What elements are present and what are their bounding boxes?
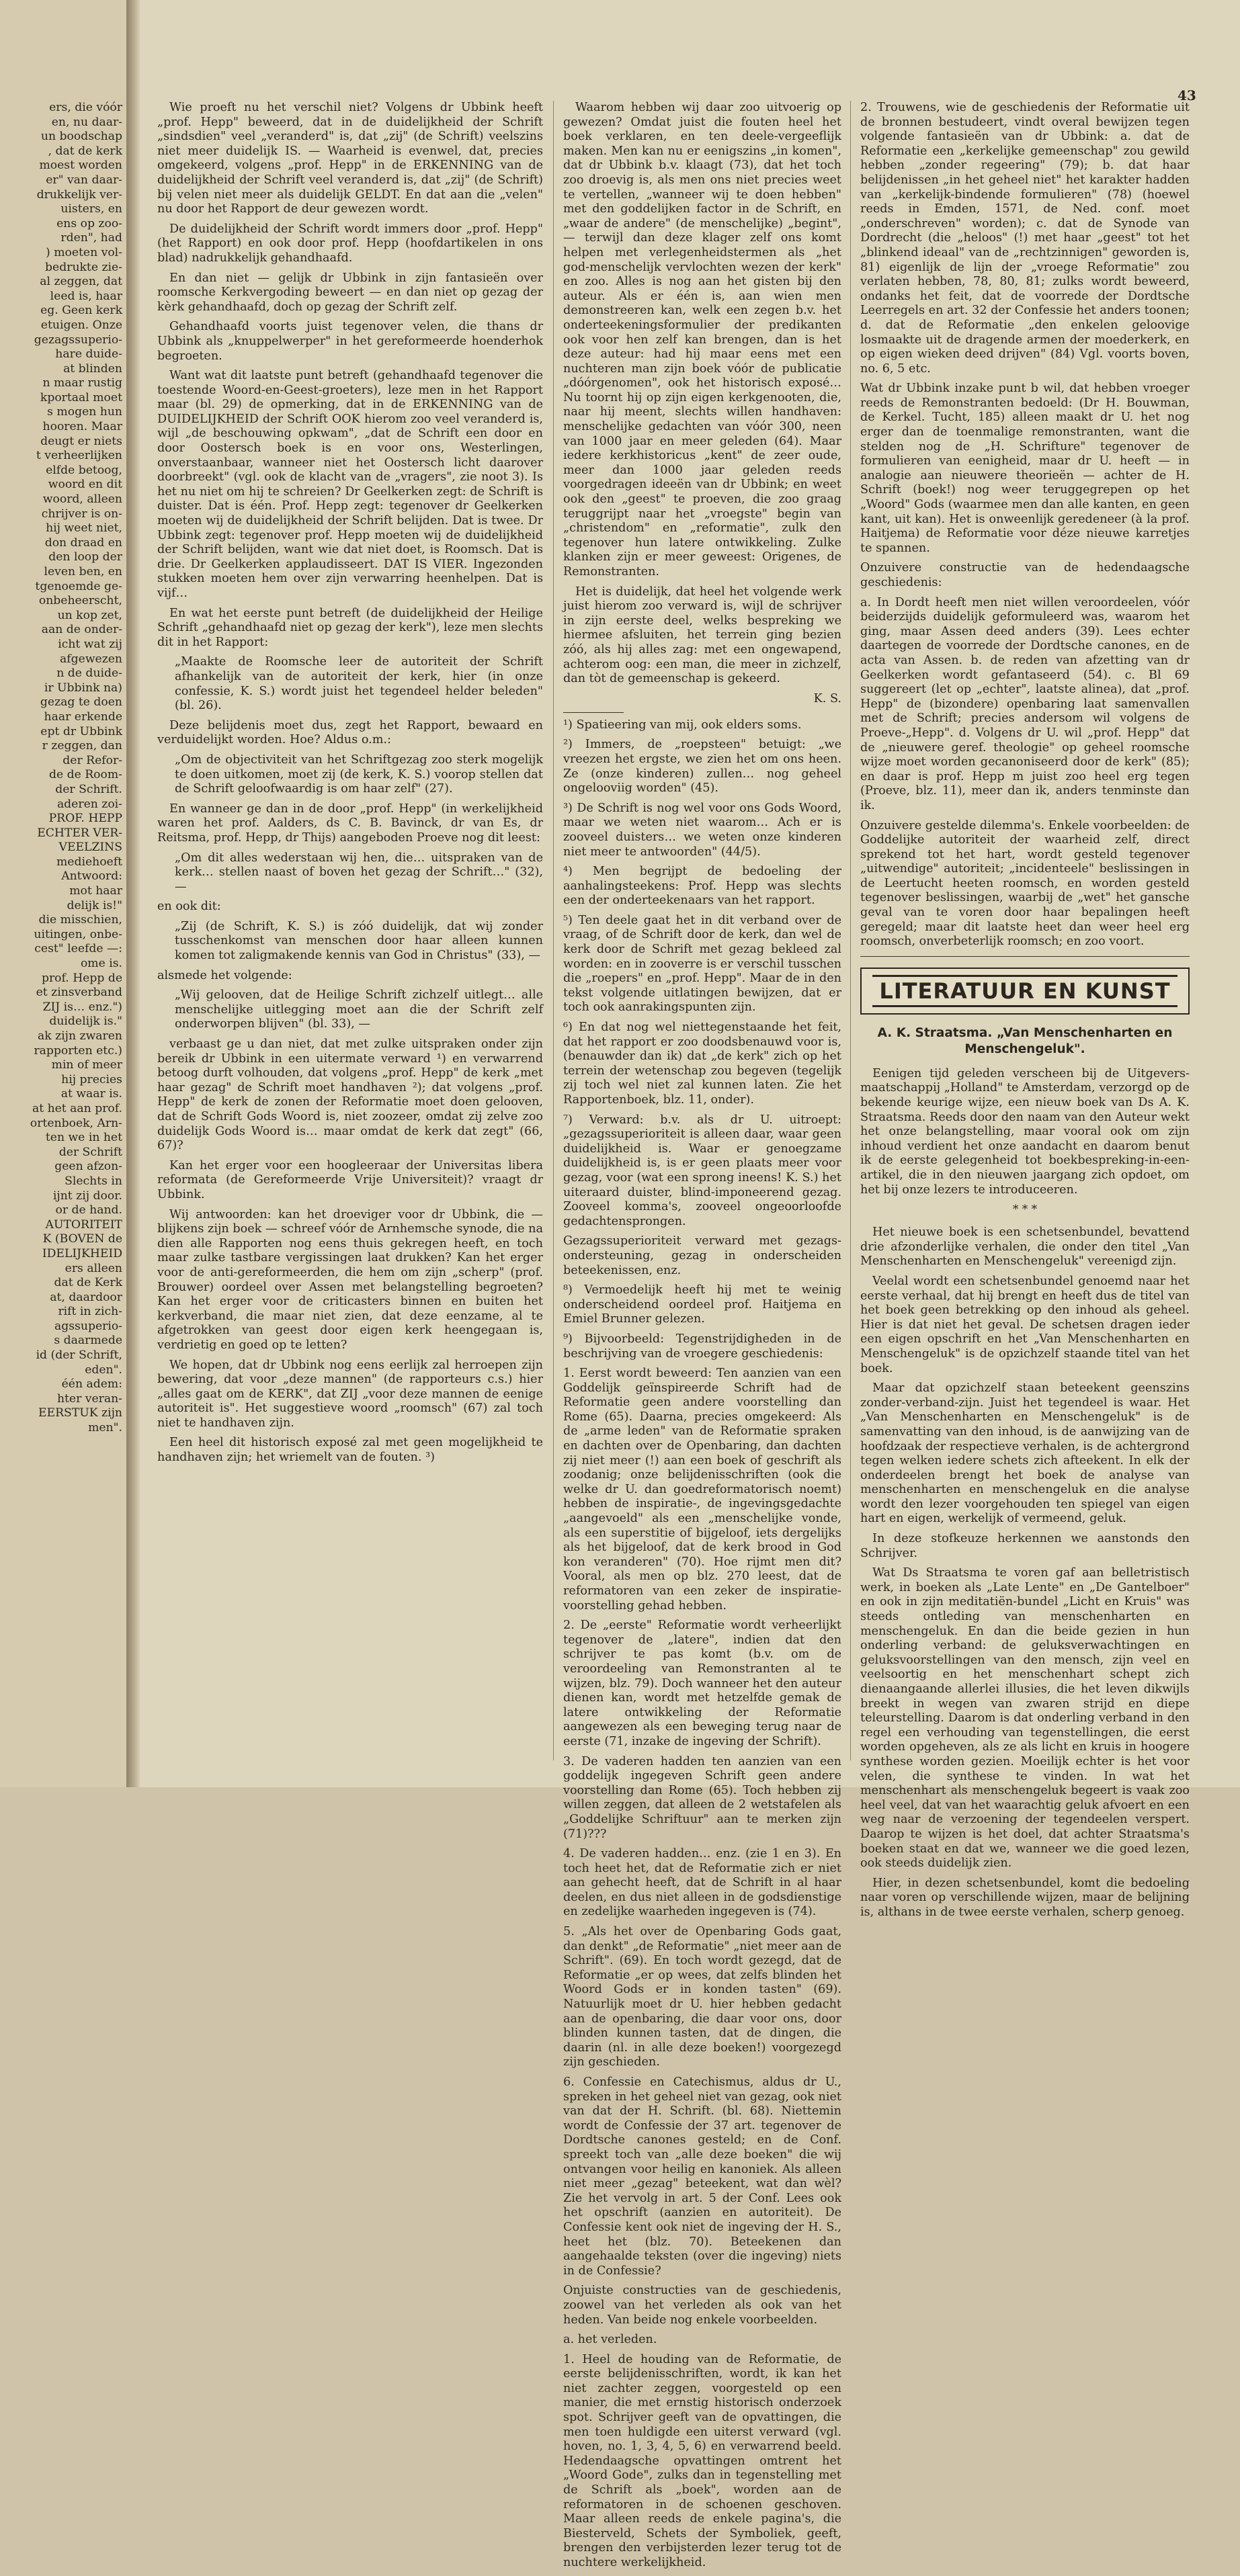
footnote: Onzuivere gestelde dilemma's. Enkele voorbeelden: de Goddelijke autoriteit der waarheid zelf, direct sprekend tot het hart, wordt gesteld tegenover „uitwendige" autoriteit; „incidenteele" beslissingen in de Leertucht heeten roomsch, en worden gesteld tegenover beslissingen, waarbij de „wet" het gansche geval van te voren door haar bepalingen heeft geregeld; maar dit laatste heet dan weer heel erg roomsch, onverbeterlijk roomsch; en zoo voort. bbox=[860, 818, 1190, 949]
strip-text-line: PROF. HEPP bbox=[48, 812, 122, 826]
strip-text-line: ) moeten vol- bbox=[46, 245, 122, 259]
strip-text-line: hare duide- bbox=[55, 347, 122, 361]
strip-text-line: etuigen. Onze bbox=[40, 318, 122, 332]
strip-text-line: Antwoord: bbox=[61, 869, 122, 884]
paragraph: en ook dit: bbox=[157, 900, 221, 914]
paragraph: En wat het eerste punt betreft (de duidelijkheid der Heilige Schrift „gehandhaafd niet op gezag der kerk"), leze men slechts dit in het Rapport: bbox=[157, 606, 543, 649]
footnote: ⁷) Verward: b.v. als dr U. uitroept: „gezagssuperioriteit is alleen daar, waar geen duidelijkheid is. Waar er genoegzame duidelijkheid is, is er geen plaats meer voor gezag, voor (wat een sprong ineens! K. S.) het uiteraard duister, blind-imponeerend gezag. Zooveel komma's, zooveel ongeoorloofde gedachtensprongen. bbox=[563, 1113, 841, 1228]
strip-text-line: agssuperio- bbox=[54, 1319, 122, 1333]
paragraph: Maar dat opzichzelf staan beteekent geenszins zonder-verband-zijn. Juist het tegendeel is waar. Het „Van Menschenharten en Menschengeluk" is de samenvatting van den inhoud, is de aanwijzing van de hoofdzaak der respectieve verhalen, is de achtergrond tegen welken iedere schets zich afteekent. In elk der onderdeelen brengt het boek de analyse van menschenharten en menschengeluk en die analyse wordt den lezer voorgehouden ten spiegel van eigen hart en eigen, werkelijk of vermeend, geluk. bbox=[860, 1381, 1190, 1526]
footnote: Onjuiste constructies van de geschiedenis, zoowel van het verleden als ook van het heden. Van beide nog enkele voorbeelden. bbox=[563, 2284, 841, 2327]
column-3 bbox=[860, 101, 1190, 1926]
strip-text-line: s daarmede bbox=[54, 1334, 122, 1348]
strip-text-line: den loop der bbox=[48, 550, 122, 564]
strip-text-line: moest worden bbox=[39, 159, 122, 173]
strip-text-line: gezag te doen bbox=[40, 695, 122, 710]
footnote: ¹) Spatieering van mij, ook elders soms. bbox=[563, 718, 802, 732]
strip-text-line: bedrukte zie- bbox=[45, 260, 122, 274]
strip-text-line: afgewezen bbox=[60, 652, 122, 666]
strip-text-line: ept dr Ubbink bbox=[40, 724, 122, 738]
footnote: a. In Dordt heeft men niet willen veroordeelen, vóór beiderzijds duidelijk geformuleerd was, waarom het ging, maar Assen deed anders (39). Lees echter daartegen de voorrede der Dordtsche canones, en de acta van Assen. b. de reden van afzetting van dr Geelkerken wordt gefantaseerd (54). c. Bl 69 suggereert (let op „echter", laatste alinea), dat „prof. Hepp" de (bizondere) openbaring laat samenvallen met de Schrift; precies andersom wil volgens de Proeve-„Hepp". d. Volgens dr U. wil „prof. Hepp" dat de „nieuwere geref. theologie" op geheel roomsche wijze moet worden gecanoniseerd door de kerk" (85); en daar is prof. Hepp m juist zoo heel erg tegen (Proeve, blz. 11), meer dan ik, anders tenminste dan ik. bbox=[860, 595, 1190, 812]
strip-text-line: , dat de kerk bbox=[48, 144, 122, 158]
strip-text-line: AUTORITEIT bbox=[45, 1217, 122, 1232]
strip-text-line: rift in zich- bbox=[58, 1305, 122, 1319]
column-rule bbox=[850, 101, 851, 1760]
column-1-tail bbox=[157, 1037, 543, 1465]
strip-text-line: at het aan prof. bbox=[32, 1101, 122, 1115]
footnote: Gezagssuperioriteit verward met gezags-ondersteuning, gezag in onderscheiden beteekenissen, enz. bbox=[563, 1234, 841, 1277]
strip-text-line: eden". bbox=[85, 1363, 122, 1377]
paragraph: Veelal wordt een schetsenbundel genoemd naar het eerste verhaal, dat hij brengt en heeft dus de titel van het boek geen betrekking op den inhoud als geheel. Hier is dat niet het geval. De schetsen dragen ieder een eigen opschrift en het „Van Menschenharten en Menschengeluk" is de opzichzelf staande titel van het boek. bbox=[860, 1274, 1190, 1375]
quote: „Om dit alles wederstaan wij hen, die… uitspraken van de kerk… stellen naast of boven het gezag der Schrift…" (32), — bbox=[175, 851, 543, 894]
quote: „Maakte de Roomsche leer de autoriteit der Schrift afhankelijk van de autoriteit der kerk, hier (in onze confessie, K. S.) wordt juist het tegendeel helder beleden" (bl. 26). bbox=[175, 655, 543, 713]
strip-text-line: rden", had bbox=[60, 231, 122, 245]
strip-text-line: r zeggen, dan bbox=[42, 739, 122, 753]
footnote: 3. De vaderen hadden ten aanzien van een goddelijk ingegeven Schrift geen andere voorstelling dan Rome (65). Toch hebben zij willen zeggen, dat alleen de 2 wetstafelen als „Goddelijke Schriftuur" aan te merken zijn (71)??? bbox=[563, 1754, 841, 1841]
strip-text-line: Slechts in bbox=[65, 1174, 122, 1188]
footnote: ⁴) Men begrijpt de bedoeling der aanhalingsteekens: Prof. Hepp was slechts een der onderteekenaars van het rapport. bbox=[563, 865, 841, 908]
paragraph: Want wat dit laatste punt betreft (gehandhaafd tegenover die toestende Woord-en-Geest-groeters), leze men in het Rapport maar (bl. 29) de opmerking, dat in de ERKENNING van de DUIDELIJKHEID der Schrift OOK hierom zoo veel veranderd is, wijl „de beschouwing opkwam", „dat de Schrift een door en door Oostersch boek is en voor ons, Westerlingen, onverstaanbaar, wanneer niet het Oostersch licht daarover doorbreekt" (vgl. ook de klacht van de „vragers", zie noot 3). Is het nu niet om hij te schreien? Dr Geelkerken zegt: de Schrift is duister. Dat is één. Prof. Hepp zegt: tegenover dr Geelkerken moeten wij de duidelijkheid der Schrift belijden. Dat is twee. Dr Ubbink zegt: tegenover prof. Hepp moeten wij de duidelijkheid der Schrift belijden, want wie dat niet doet, is Roomsch. Dat is drie. Dr Geelkerken applaudisseert. DAT IS VIER. Ingezonden stukken moeten hem over zijn verwarring heenhelpen. Dat is vijf… bbox=[157, 369, 543, 600]
strip-text-line: ers, die vóór bbox=[49, 101, 122, 114]
column-1-body bbox=[157, 101, 543, 650]
paragraph: Het is duidelijk, dat heel het volgende werk juist hierom zoo verward is, wijl de schrijver in zijn eerste deel, welks bespreking we hiermee afsluiten, het terrein ging bezien zóó, als hij alles zag: met een ongewapend, achterom oog: een man, die meer in zichzelf, dan tòt de gemeenschap is gekeerd. bbox=[563, 585, 841, 686]
footnote: 1. Eerst wordt beweerd: Ten aanzien van een Goddelijk geïnspireerde Schrift had de Reformatie geen andere voorstelling dan Rome (65). Daarna, precies omgekeerd: Als de „arme leden" van de Reformatie spraken en dachten over de Openbaring, dan dachten zij niet meer (!) aan een boek of geschrift als zoodanig; onze belijdenisschriften (ook die welke dr U. dan goedreformatorisch noemt) hebben de inspiratie-, de ingevingsgedachte „aangevoeld" als een „menschelijke vonde, als een superstitie of bijgeloof, iets dergelijks als het bijgeloof, dat de kerk brood in God kon veranderen" (70). Hoe rijmt men dit? Vooral, als men op blz. 270 leest, dat de reformatoren van een zeker de inspiratie-voorstelling gehad hebben. bbox=[563, 1367, 841, 1613]
strip-text-line: dat de Kerk bbox=[54, 1276, 122, 1290]
paragraph: Deze belijdenis moet dus, zegt het Rapport, bewaard en verduidelijkt worden. Hoe? Aldus o.m.: bbox=[157, 718, 543, 747]
strip-text-line: men". bbox=[88, 1421, 122, 1435]
strip-text-line: un kop zet, bbox=[57, 608, 122, 622]
footnote: 4. De vaderen hadden… enz. (zie 1 en 3). En toch heet het, dat de Reformatie zich er niet aan gehecht heeft, dat de Schrift in al haar deelen, en dus niet alleen in de godsdienstige en zedelijke waarheden ingegeven is (74). bbox=[563, 1847, 841, 1919]
footnote: ³) De Schrift is nog wel voor ons Gods Woord, maar we weten niet waarom… Ach er is zooveel duisters… we weten onze kinderen niet meer te antwoorden" (44/5). bbox=[563, 801, 841, 859]
paragraph: Wat Ds Straatsma te voren gaf aan belletristisch werk, in boeken als „Late Lente" en „De Gantelboer" en ook in zijn meditatiën-bundel „Licht en Kruis" was steeds ontleding van menschenharten en menschengeluk. En dan die beide gezien in hun onderling verband: de geluksverwachtingen en geluksvoorstellingen van den mensch, zijn veel en veelsoortig en het menschenhart schept zich dienaangaande allerlei illusies, die het leven dikwijls breekt in wegen van zwaren strijd en diepe teleurstelling. Daarom is dat onderling verband in den regel een verhouding van tegenstellingen, die eerst worden opgeheven, als ze als licht en kruis in hoogere synthese worden gezien. Moeilijk echter is het voor velen, die synthese te vinden. In wat het menschenhart als menschengeluk begeert is vaak zoo heel veel, dat van het waarachtig geluk afvoert en een weg naar de verzoening der tegendeelen verspert. Daarop te wijzen is het doel, dat achter Straatsma's boeken staat en dat we, wanneer we die goed lezen, ook steeds duidelijk zien. bbox=[860, 1566, 1190, 1871]
strip-text-line: leven ben, en bbox=[44, 565, 122, 578]
strip-text-line: hooren. Maar bbox=[42, 420, 122, 434]
strip-text-line: mediehoeft bbox=[56, 855, 122, 869]
paragraph: De duidelijkheid der Schrift wordt immers door „prof. Hepp" (het Rapport) en ook door prof. Hepp (hoofdartikelen in ons blad) nadrukkelijk gehandhaafd. bbox=[157, 222, 543, 265]
footnote: Wat dr Ubbink inzake punt b wil, dat hebben vroeger reeds de Remonstranten bedoeld: (Dr H. Bouwman, de Kerkel. Tucht, 185) alleen maakt dr U. het nog erger dan de toenmalige remonstranten, want die stelden nog de „H. Schrifture" tegenover de formulieren van eenigheid, maar dr U. heeft — in analogie aan nieuwere theorieën — achter de H. Schrift (boek!) nog weer teruggegrepen op het „Woord" Gods (waarmee men dan alle kanten, en geen kant, uit kan). Het is onweenlijk geredeneer (à la prof. Haitjema) de Reformatie voor déze nieuwe karretjes te spannen. bbox=[860, 382, 1190, 555]
paragraph: Eenigen tijd geleden verscheen bij de Uitgevers-maatschappij „Holland" te Amsterdam, verzorgd op de bekende keurige wijze, een nieuw boek van Ds A. K. Straatsma. Reeds door den naam van den Auteur wekt het onze belangstelling, maar vooral ook om zijn inhoud verdient het onze aandacht en daarom benut ik de eerste gelegenheid tot boekbespreking-in-een-artikel, die in den nieuwen jaargang zich opdoet, om het bij onze lezers te introduceeren. bbox=[860, 1066, 1190, 1197]
paragraph: Een heel dit historisch exposé zal met geen mogelijkheid te handhaven zijn; het wriemelt van de fouten. ³) bbox=[157, 1436, 543, 1465]
strip-text-line: hij precies bbox=[61, 1072, 122, 1086]
strip-text-line: der Schrift bbox=[58, 1145, 122, 1159]
strip-text-line: ijnt zij door. bbox=[52, 1189, 122, 1203]
footnote: 2. Trouwens, wie de geschiedenis der Reformatie uit de bronnen bestudeert, vindt overal bewijzen tegen volgende fantasieën van dr Ubbink: a. dat de Reformatie een „kerkelijke gemeenschap" zou gewild hebben „zonder regeering" (79); b. dat haar belijdenissen „in het geheel niet" het karakter hadden van „kerkelijk-bindende formulieren" (78) (hoewel reeds in Emden, 1571, de Ned. conf. moet „onderschreven" worden); c. dat de Synode van Dordrecht (die „heloos" (!) met haar „geest" tot het „blinkend ideaal" van de „rechtzinnigen" geworden is, 81) eigenlijk de lijn der „vroege Reformatie" zou verlaten hebben, 78, 80, 81; zulks wordt beweerd, ondanks het feit, dat de voorrede der Dordtsche Leerregels en art. 32 der Confessie het anders toonen; d. dat de Reformatie „den enkelen geloovige losmaakte uit de dragende armen der moederkerk, en op eigen wieken deed drijven" (84) Vgl. voorts boven, no. 6, 5 etc. bbox=[860, 101, 1190, 376]
strip-text-line: EERSTUK zijn bbox=[38, 1406, 122, 1420]
footnote: ⁸) Vermoedelijk heeft hij met te weinig onderscheidend oordeel prof. Haitjema en Emiel Brunner gelezen. bbox=[563, 1283, 841, 1326]
page-number: 43 bbox=[1177, 87, 1196, 103]
footnote: ²) Immers, de „roepsteen" betuigt: „we vreezen het ergste, we zien het om ons heen. Ze (onze kinderen) zullen… nog geheel ongelooviig worden" (45). bbox=[563, 738, 841, 796]
previous-page-text bbox=[0, 101, 126, 1436]
column-rule bbox=[553, 101, 554, 1760]
paragraph: Wij antwoorden: kan het droeviger voor dr Ubbink, die — blijkens zijn boek — schreef vóór de Arnhemsche synode, die na dien alle Rapporten nog eens thuis gekregen heeft, en toch maar zulke tastbare vergissingen laat drukken? Kan het erger voor de anti-gereformeerden, die hem om zijn „scherp" (prof. Brouwer) oordeel over Assen met belangstelling begroeten? Kan het erger voor de criticasters binnen en buiten het kerkverband, die maar niet zien, dat deze eenzame, al te afgetrokken van geest door eigen kerk heengegaan is, verdrietig en goed op te letten? bbox=[157, 1207, 543, 1352]
strip-text-line: geen afzon- bbox=[54, 1160, 122, 1174]
strip-text-line: der Schrift. bbox=[55, 782, 122, 796]
paragraph: En wanneer ge dan in de door „prof. Hepp" (in werkelijkheid waren het prof. Aalders, ds C. B. Bavinck, dr van Es, dr Reitsma, prof. Hepp, dr Thijs) aangeboden Proeve nog dit leest: bbox=[157, 802, 543, 845]
strip-text-line: ens op zoo- bbox=[56, 216, 122, 230]
paragraph: Het nieuwe boek is een schetsenbundel, bevattend drie afzonderlijke verhalen, die onder den titel „Van Menschenharten en Menschengeluk" vereenigd zijn. bbox=[860, 1226, 1190, 1269]
footnotes-continued bbox=[860, 101, 1190, 949]
paragraph: Gehandhaafd voorts juist tegenover velen, die thans dr Ubbink als „knuppelwerper" in het gereformeerde hoenderhok begroeten. bbox=[157, 320, 543, 363]
section-banner bbox=[860, 968, 1190, 1015]
strip-text-line: kportaal moet bbox=[40, 390, 122, 404]
footnote: a. het verleden. bbox=[563, 2333, 657, 2347]
article-title: A. K. Straatsma. „Van Menschenharten en Menschengeluk". bbox=[877, 1025, 1173, 1056]
strip-text-line: deugt er niets bbox=[40, 434, 122, 448]
footnotes bbox=[563, 718, 841, 2571]
section-banner-title: LITERATUUR EN KUNST bbox=[872, 975, 1177, 1007]
strip-text-line: die misschien, bbox=[38, 913, 122, 927]
strip-text-line: ome is. bbox=[80, 957, 122, 971]
article-body bbox=[860, 1226, 1190, 1920]
strip-text-line: ortenboek, Arn- bbox=[30, 1116, 122, 1130]
strip-text-line: id (der Schrift, bbox=[36, 1348, 122, 1363]
strip-text-line: der Refor- bbox=[63, 753, 122, 767]
strip-text-line: ir Ubbink na) bbox=[44, 681, 122, 695]
strip-text-line: duidelijk is." bbox=[49, 1015, 122, 1029]
strip-text-line: ak zijn zwaren bbox=[37, 1029, 122, 1043]
strip-text-line: n de duide- bbox=[56, 667, 122, 681]
strip-text-line: s mogen hun bbox=[47, 405, 122, 419]
strip-text-line: et zinsverband bbox=[36, 986, 122, 1000]
column-2-body bbox=[563, 101, 841, 687]
binding-gutter bbox=[126, 0, 140, 1787]
footnote: ⁹) Bijvoorbeeld: Tegenstrijdigheden in de beschrijving van de vroegere geschiedenis: bbox=[563, 1332, 841, 1361]
strip-text-line: ers alleen bbox=[65, 1261, 122, 1275]
strip-text-line: gezagssuperio- bbox=[34, 333, 122, 347]
strip-text-line: IDELIJKHEID bbox=[42, 1246, 122, 1260]
paragraph: In deze stofkeuze herkennen we aanstonds den Schrijver. bbox=[860, 1532, 1190, 1560]
footnote: 2. De „eerste" Reformatie wordt verheerlijkt tegenover de „latere", indien dat den schrijver te pas komt (b.v. om de veroordeeling van Remonstranten al te wijzen, blz. 79). Doch wanneer het den auteur dienen kan, wordt met hetzelfde gemak de latere ontwikkeling der Reformatie aangewezen als een beweging terug naar de eerste (71, inzake de ingeving der Schrift). bbox=[563, 1619, 841, 1748]
footnote-rule bbox=[563, 712, 624, 713]
strip-text-line: un boodschap bbox=[40, 130, 122, 144]
strip-text-line: uisters, en bbox=[60, 202, 122, 216]
section-divider bbox=[860, 956, 1190, 957]
strip-text-line: elfde betoog, bbox=[46, 463, 122, 477]
paragraph: En dan niet — gelijk dr Ubbink in zijn fantasieën over roomsche Kerkvergoding beweert — en dan niet op gezag der kèrk gehandhaafd, doch op gezag der Schrift zelf. bbox=[157, 271, 543, 314]
paragraph: verbaast ge u dan niet, dat met zulke uitspraken onder zijn bereik dr Ubbink in een uitermate verward ¹) en verwarrend betoog durft volhouden, dat volgens „prof. Hepp" de kerk „met haar gezag" de Schrift moet handhaven ²); dat volgens „prof. Hepp" de kerk de zonen der Reformatie moet doen gelooven, dat de Schrift Gods Woord is, niet zoozeer, omdat zij zelve zoo duidelijk Gods Woord is… maar omdat de kerk dat zegt" (66, 67)? bbox=[157, 1037, 543, 1153]
strip-text-line: t verheerlijken bbox=[36, 449, 122, 463]
strip-text-line: ECHTER VER- bbox=[37, 826, 122, 840]
strip-text-line: leed is, haar bbox=[50, 289, 122, 303]
strip-text-line: at, daardoor bbox=[50, 1290, 122, 1304]
strip-text-line: aderen zoi- bbox=[56, 797, 122, 811]
strip-text-line: woord, alleen bbox=[42, 492, 122, 507]
strip-text-line: ten we in het bbox=[45, 1131, 122, 1145]
strip-text-line: en, nu daar- bbox=[51, 115, 122, 129]
strip-text-line: or de hand. bbox=[55, 1203, 122, 1217]
strip-text-line: er" van daar- bbox=[46, 173, 122, 187]
footnote: ⁶) En dat nog wel niettegenstaande het feit, dat het rapport er zoo doodsbenauwd voor is, (benauwder dan ik) dat „de kerk" zich op het terrein der wetenschap zou begeven (tegelijk zij toch wel niet zal kunnen laten. Zie het Rapportenboek, blz. 11, onder). bbox=[563, 1021, 841, 1107]
paragraph: Wie proeft nu het verschil niet? Volgens dr Ubbink heeft „prof. Hepp" beweerd, dat in de duidelijkheid der Schrift „sindsdien" veel „veranderd" is, dat „zij" (de Schrift) veelszins niet meer duidelijk IS. — Waarheid is evenwel, dat, precies omgekeerd, volgens „prof. Hepp" in de ERKENNING van de duidelijkheid der Schrift veel veranderd is, dat „zij" (de Schrift) bij velen niet meer als duidelijk GELDT. En dat aan die „velen" nu door het Rapport de deur gewezen wordt. bbox=[157, 101, 543, 216]
strip-text-line: K (BOVEN de bbox=[42, 1232, 122, 1246]
section-stars: * * * bbox=[1012, 1203, 1038, 1217]
strip-text-line: uitingen, onbe- bbox=[34, 927, 122, 941]
strip-text-line: aan de onder- bbox=[41, 623, 122, 637]
footnote: 5. „Als het over de Openbaring Gods gaat, dan denkt" „de Reformatie" „niet meer aan de Schrift". (69). En toch wordt gezegd, dat de Reformatie „er op wees, dat zelfs blinden het Woord Gods er in konden tasten" (69). Natuurlijk moet dr U. hier hebben gedacht aan de openbaring, die daar voor ons, door blinden kunnen tasten, dat de dingen, die daarin (nl. in alle deze boeken!) voorgezegd zijn geschieden. bbox=[563, 1925, 841, 2069]
strip-text-line: hter veran- bbox=[56, 1391, 122, 1406]
strip-text-line: eg. Geen kerk bbox=[40, 304, 122, 318]
strip-text-line: mot haar bbox=[69, 884, 122, 898]
strip-text-line: al zeggen, dat bbox=[40, 275, 122, 289]
strip-text-line: at waar is. bbox=[60, 1087, 122, 1101]
strip-text-line: drukkelijk ver- bbox=[36, 187, 122, 202]
paragraph: Waarom hebben wij daar zoo uitvoerig op gewezen? Omdat juist die fouten heel het boek verklaren, en ten deele-vergeeflijk maken. Men kan nu er eenigszins „in komen", dat dr Ubbink b.v. klaagt (73), dat het toch zoo droevig is, als men ons niet precies weet te vertellen, „wanneer wij te doen hebben" met den goddelijken factor in de Schrift, en „waar de andere" (de menschelijke) „begint", — terwijl dan deze klager zelf ons komt helpen met verlegenheidstermen als „het god-menschelijk vervlochten wezen der kerk" en zoo. Alles is nog aan het gisten bij den auteur. Als er één is, aan wien men demonstreeren kan, welk een zegen b.v. het onderteekeningsformulier der predikanten ook voor hen zelf kan brengen, dan is het deze auteur: had hij maar eens met een nuchteren man zijn boek vóór de publicatie „dóórgenomen", ook het historisch exposé… Nu toornt hij op zijn eigen kerkgenooten, die, naar hij meent, slechts willen handhaven: menschelijke gedachten van vóór 300, neen van 1000 jaar en meer geleden (64). Maar iedere kerkhistoricus „kent" de zeer oude, meer dan 1000 jaar geleden reeds voorgedragen ideeën van dr Ubbink; en weet ook den „geest" te proeven, die zoo graag teruggrijpt naar het „vroegste" begin van „christendom" en „reformatie", zulk den tegenover hun latere ontwikkeling. Zulke klanken zijn er meer geweest: Origenes, de Remonstranten. bbox=[563, 101, 841, 578]
paragraph: We hopen, dat dr Ubbink nog eens eerlijk zal herroepen zijn bewering, dat voor „deze mannen" (de rapporteurs c.s.) hier „alles gaat om de KERK", dat ZIJ „voor deze mannen de eenige autoriteit is". Het suggestieve woord „roomsch" (67) zal toch niet te handhaven zijn. bbox=[157, 1358, 543, 1430]
strip-text-line: delijk is!" bbox=[67, 898, 122, 912]
quote: „Wij gelooven, dat de Heilige Schrift zichzelf uitlegt… alle menschelijke uitlegging moet aan die der Schrift zelf onderworpen blijven" (bl. 33), — bbox=[175, 988, 543, 1031]
strip-text-line: onbeheerscht, bbox=[38, 594, 122, 608]
column-2 bbox=[563, 101, 841, 2576]
strip-text-line: cest" leefde —: bbox=[34, 942, 122, 956]
quote: „Zij (de Schrift, K. S.) is zóó duidelijk, dat wij zonder tusschenkomst van menschen door haar alleen kunnen komen tot zaligmakende kennis van God in Christus" (33), — bbox=[175, 919, 543, 963]
footnote: Onzuivere constructie van de hedendaagsche geschiedenis: bbox=[860, 561, 1190, 589]
paragraph: Kan het erger voor een hoogleeraar der Universitas libera reformata (de Gereformeerde Vrije Universiteit)? vraagt dr Ubbink. bbox=[157, 1158, 543, 1201]
author-signature: K. S. bbox=[813, 691, 841, 705]
strip-text-line: ZIJ is… enz.") bbox=[42, 1000, 122, 1014]
strip-text-line: haar erkende bbox=[44, 710, 122, 724]
strip-text-line: icht wat zij bbox=[58, 637, 122, 651]
strip-text-line: n maar rustig bbox=[42, 376, 122, 390]
footnote: ⁵) Ten deele gaat het in dit verband over de vraag, of de Schrift door de kerk, dan wel de kerk door de Schrift met gezag bekleed zal worden: en in zooverre is er verschil tusschen die „roepers" en „prof. Hepp". Maar de in den tekst volgende uitlatingen bewijzen, dat er toch ook aanrakingspunten zijn. bbox=[563, 913, 841, 1015]
strip-text-line: min of meer bbox=[51, 1058, 122, 1072]
strip-text-line: één adem: bbox=[61, 1377, 122, 1391]
strip-text-line: VEELZINS bbox=[58, 841, 122, 855]
strip-text-line: rapporten etc.) bbox=[34, 1043, 122, 1058]
paragraph: Hier, in dezen schetsenbundel, komt die bedoeling naar voren op verschillende wijzen, maar de belijning is, althans in de twee eerste verhalen, scherp genoeg. bbox=[860, 1876, 1190, 1919]
strip-text-line: de de Room- bbox=[48, 768, 122, 782]
strip-text-line: at blinden bbox=[63, 361, 122, 376]
quote: „Om de objectiviteit van het Schriftgezag zoo sterk mogelijk te doen uitkomen, moet zij (de kerk, K. S.) voorop stellen dat de Schrift geloofwaardig is om haar zelf" (27). bbox=[175, 753, 543, 796]
strip-text-line: hij weet niet, bbox=[46, 521, 122, 535]
strip-text-line: woord en dit bbox=[48, 478, 122, 492]
column-1 bbox=[157, 101, 543, 1471]
paragraph: alsmede het volgende: bbox=[157, 968, 292, 982]
footnote: 1. Heel de houding van de Reformatie, de eerste belijdenisschriften, wordt, ik kan het niet zachter zeggen, voorgesteld op een manier, die met ernstig historisch onderzoek spot. Schrijver geeft van de opvattingen, die men toen huldigde een uiterst verward (vgl. hoven, no. 1, 3, 4, 5, 6) en verwarrend beeld. Hedendaagsche opvattingen omtrent het „Woord Gode", zulks dan in tegenstelling met de Schrift als „boek", worden aan de reformatoren in de schoenen geschoven. Maar alleen reeds de enkele pagina's, die Biesterveld, Schets der Symboliek, geeft, brengen den verbijsterden lezer terug tot de nuchtere werkelijkheid. bbox=[563, 2352, 841, 2569]
footnote: 6. Confessie en Catechismus, aldus dr U., spreken in het geheel niet van gezag, ook niet van dat der H. Schrift. (bl. 68). Niettemin wordt de Confessie der 37 art. tegenover de Dordtsche canones gesteld; en de Conf. spreekt toch van „alle deze boeken" die wij ontvangen voor heilig en kanoniek. Als alleen niet meer „gezag" beteekent, wat dan wèl? Zie het vervolg in art. 5 der Conf. Lees ook het opschrift (aanzien en autoriteit). De Confessie kent ook niet de ingeving der H. S., heet het (blz. 70). Beteekenen dan aangehaalde teksten (over die ingeving) niets in de Confessie? bbox=[563, 2075, 841, 2278]
previous-page-strip bbox=[0, 0, 126, 1787]
strip-text-line: chrijver is on- bbox=[41, 507, 122, 521]
strip-text-line: don draad en bbox=[44, 535, 122, 550]
strip-text-line: prof. Hepp de bbox=[41, 971, 122, 985]
strip-text-line: tgenoemde ge- bbox=[35, 579, 122, 593]
article-intro bbox=[860, 1067, 1190, 1197]
